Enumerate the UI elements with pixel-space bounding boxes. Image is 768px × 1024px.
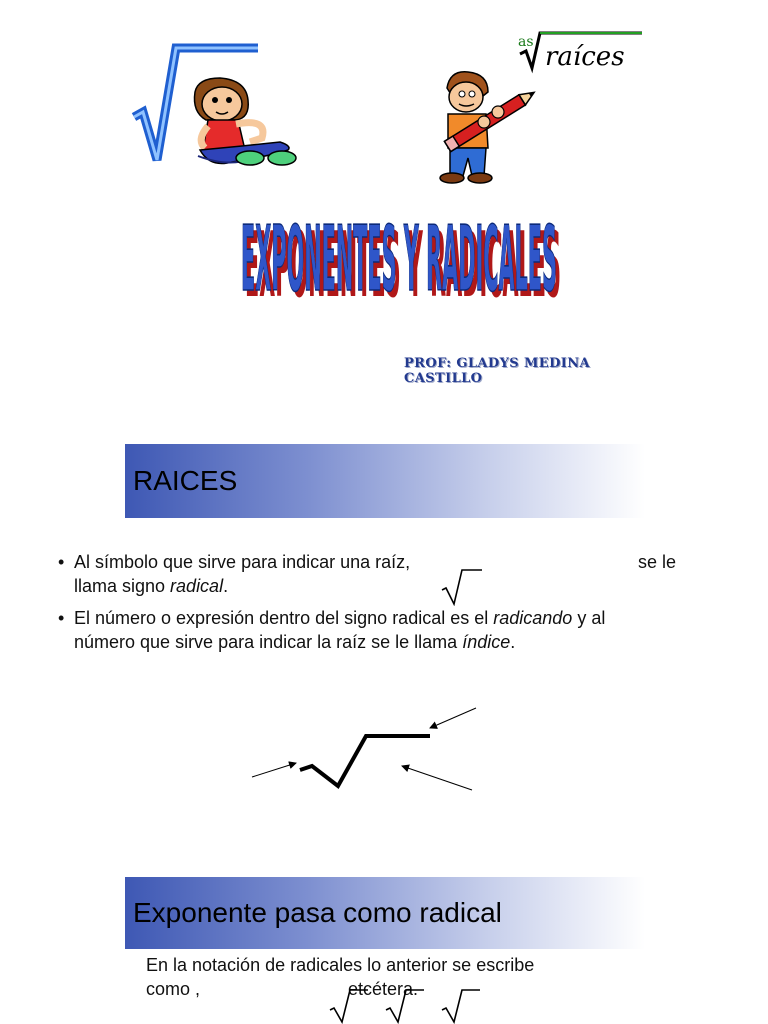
arrow-index	[252, 763, 296, 777]
bullet1-line1: Al símbolo que sirve para indicar una raíz,	[74, 552, 411, 572]
bullet-item-2	[58, 606, 688, 654]
title-illustration	[0, 0, 768, 400]
author-name: PROF: GLADYS MEDINA CASTILLO	[404, 356, 591, 386]
main-title-shadow: EXPONENTES Y RADICALES	[245, 212, 561, 318]
bullet1-term-radical: radical	[170, 576, 224, 596]
logo-prefix-text: as	[518, 34, 534, 50]
girl-cartoon-illustration	[194, 78, 296, 165]
logo-text: raíces	[545, 42, 625, 72]
radical-parts-diagram	[240, 700, 490, 800]
exponente-etcetera: etcétera.	[348, 979, 419, 999]
bullet-dot: •	[58, 552, 65, 572]
bullet2-term-radicando: radicando	[493, 608, 573, 628]
bullet-item-1	[58, 550, 688, 598]
arrow-bar	[430, 708, 476, 728]
radical-sign-icon	[440, 566, 484, 606]
radical-sign-icon	[440, 984, 484, 1024]
bullet2-term-indice: índice	[462, 632, 511, 652]
raices-logo	[518, 33, 642, 72]
bullet2-line1-end: y al	[572, 608, 606, 628]
bullet1-tail: se le	[638, 552, 677, 572]
bullet2-line2-start: número que sirve para indicar la raíz se le llama	[74, 632, 463, 652]
raices-header	[125, 444, 645, 518]
boy-with-pencil-illustration	[440, 72, 537, 183]
main-title-wordart	[241, 207, 561, 318]
bullet2-line2-end: .	[510, 632, 516, 652]
exponente-header	[125, 877, 645, 949]
bullet2-line1-start: El número o expresión dentro del signo radical es el	[74, 608, 494, 628]
raices-title: RAICES	[133, 465, 238, 496]
radical-sign-icon	[328, 984, 372, 1024]
raices-bullets	[58, 550, 688, 662]
exponente-text-line2: como ,	[146, 979, 201, 999]
exponente-text-line1: En la notación de radicales lo anterior se escribe	[146, 955, 535, 975]
bullet1-line2-end: .	[223, 576, 229, 596]
arrow-radicand	[402, 766, 472, 790]
diagram-radical-sign-icon	[300, 736, 430, 786]
bullet1-line2-start: llama signo	[74, 576, 171, 596]
exponente-title: Exponente pasa como radical	[133, 897, 502, 928]
main-title-text: EXPONENTES Y RADICALES	[241, 206, 557, 312]
bullet-dot: •	[58, 608, 65, 628]
radical-sign-icon	[384, 984, 428, 1024]
